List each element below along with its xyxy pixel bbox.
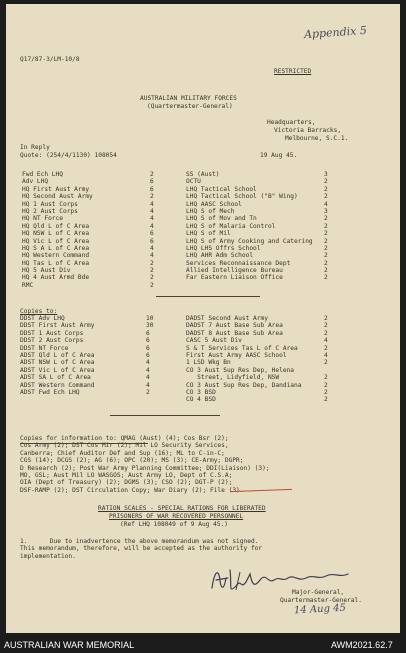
- copies-list-left: [20, 315, 150, 396]
- list-item: Adv LHQ: [22, 178, 49, 186]
- list-item-qty: 6: [146, 337, 150, 345]
- subject-reference: (Ref LHQ 108049 of 9 Aug 45.): [120, 521, 229, 528]
- list-item: LHQ S of Mov and Tn: [186, 215, 257, 223]
- list-item: Street, Lidyfield, NSW: [186, 374, 280, 382]
- list-item-qty: 2: [150, 193, 154, 201]
- list-item: S & T Services Tas L of C Area: [186, 344, 298, 352]
- list-item-qty: 4: [146, 374, 150, 382]
- info-line: OIA (Dept of Treasury) (2); DGMS (3); CSO (2); DGT-P (2);: [20, 479, 233, 487]
- memo-body: [20, 538, 390, 560]
- address-line-3: Melbourne, S.C.1.: [285, 135, 349, 142]
- list-item: Fwd Ech LHQ: [22, 171, 63, 178]
- list-item-qty: 2: [324, 215, 328, 223]
- list-item: DADST 7 Aust Base Sub Area: [186, 322, 283, 330]
- list-item: HQ 4 Aust Armd Bde: [22, 274, 90, 282]
- list-item-qty: 6: [150, 230, 154, 238]
- list-item: LHQ Tactical School ("B" Wing): [186, 193, 298, 201]
- list-item-qty: 6: [150, 178, 154, 186]
- list-item-qty: 2: [324, 244, 328, 252]
- info-line: D Research (2); Post War Army Planning Committee; DDI(Liaison) (3);: [20, 464, 270, 472]
- list-item-qty: 2: [324, 185, 328, 193]
- list-item-qty: 2: [324, 322, 328, 330]
- list-item: LHQ S of Mech: [186, 207, 235, 215]
- body-line: implementation.: [20, 552, 76, 560]
- archive-name: AUSTRALIAN WAR MEMORIAL: [4, 640, 135, 650]
- list-item: LHQ AASC School: [186, 200, 242, 208]
- memo-date: 19 Aug 45.: [260, 152, 298, 159]
- list-item-qty: 4: [146, 359, 150, 367]
- list-item-qty: [324, 367, 336, 374]
- list-item-qty: 2: [324, 374, 328, 382]
- info-line: Canberra; Chief Auditor Def and Sup (16); ML to C-in-C;: [20, 449, 225, 457]
- list-item-qty: 2: [146, 388, 150, 396]
- list-item: HQ First Aust Army: [22, 185, 90, 193]
- list-item-qty: 4: [150, 222, 154, 230]
- list-item: DDST 2 Aust Corps: [20, 337, 84, 345]
- document-page: [6, 4, 400, 633]
- list-item: DADST Second Aust Army: [186, 315, 268, 322]
- list-item-qty: 3: [324, 171, 328, 178]
- file-reference: Q17/87-3/LM-10/8: [20, 56, 80, 63]
- list-item: ADST Western Command: [20, 381, 95, 389]
- body-line: This memorandum, therefore, will be accepted as the authority for: [20, 545, 263, 553]
- list-item-qty: 6: [146, 351, 150, 359]
- list-item: HQ 5 Aust Div: [22, 267, 71, 275]
- copies-list-right: [186, 315, 328, 404]
- handwritten-signature-date: 14 Aug 45: [293, 602, 347, 617]
- info-line: CGS (14); DCGS (2); AG (6); OPC (20); MS (3); CE-Army; DGPR;: [20, 457, 244, 465]
- list-item-qty: 6: [150, 185, 154, 193]
- list-item-qty: 2: [324, 329, 328, 337]
- list-item: ADST Qld L of C Area: [20, 351, 95, 359]
- list-item: HQ Western Command: [22, 252, 90, 260]
- archive-footer: [0, 638, 406, 653]
- list-item: LHQ S of Malaria Control: [186, 222, 276, 230]
- list-item-qty: 2: [324, 178, 328, 186]
- list-item: HQ Tas L of C Area: [22, 259, 90, 267]
- list-item-qty: 2: [150, 267, 154, 275]
- list-item: ADST NSW L of C Area: [20, 359, 95, 367]
- list-item: HQ 1 Aust Corps: [22, 200, 78, 208]
- list-item: Far Eastern Liaison Office: [186, 274, 283, 282]
- address-line-1: Headquarters,: [267, 119, 316, 126]
- list-item-qty: 2: [324, 222, 328, 230]
- signature-role: Quartermaster-General.: [280, 597, 362, 604]
- list-item: ADST Vic L of C Area: [20, 366, 95, 374]
- list-item-qty: 4: [150, 244, 154, 252]
- divider: [110, 415, 220, 416]
- handwritten-appendix-note: Appendix 5: [303, 23, 368, 42]
- list-item: HQ NT Force: [22, 215, 63, 223]
- archive-reference: AWM2021.62.7: [331, 640, 393, 650]
- list-item: HQ Vic L of C Area: [22, 237, 90, 245]
- list-item-qty: 2: [150, 259, 154, 267]
- organisation-subtitle: (Quartermaster-General): [147, 103, 233, 110]
- list-item: HQ 2 Aust Corps: [22, 207, 78, 215]
- list-item: LHQ LHS Offrs School: [186, 244, 261, 252]
- list-item-qty: 2: [150, 274, 154, 282]
- list-item-qty: 4: [324, 337, 328, 345]
- classification-label: RESTRICTED: [274, 68, 312, 75]
- list-item-qty: 3: [324, 207, 328, 215]
- distribution-qty-right: [324, 171, 336, 282]
- list-item-qty: 10: [146, 315, 154, 322]
- list-item: LHQ S of Mil: [186, 230, 231, 238]
- list-item: RMC: [22, 281, 34, 289]
- list-item: HQ Second Aust Army: [22, 193, 93, 201]
- list-item: DADST 8 Aust Base Sub Area: [186, 329, 283, 337]
- list-item: SS (Aust): [186, 171, 220, 178]
- list-item-qty: 2: [324, 252, 328, 260]
- list-item-qty: 2: [324, 344, 328, 352]
- list-item-qty: 2: [324, 396, 328, 404]
- distribution-list-left: [22, 171, 162, 289]
- subject-line-1: RATION SCALES - SPECIAL RATIONS FOR LIBERATED: [98, 505, 266, 512]
- list-item: DDST First Aust Army: [20, 322, 95, 330]
- list-item: HQ S A L of C Area: [22, 244, 90, 252]
- distribution-qty-left: [150, 171, 162, 289]
- copies-qty-right: [324, 315, 336, 404]
- list-item-qty: 4: [150, 215, 154, 223]
- list-item-qty: 2: [324, 381, 328, 389]
- list-item-qty: 4: [150, 200, 154, 208]
- divider: [156, 296, 260, 297]
- list-item-qty: 4: [324, 351, 328, 359]
- list-item: LHQ S of Army Cooking and Catering: [186, 237, 313, 245]
- list-item-qty: 2: [324, 193, 328, 201]
- list-item: CASC 5 Aust Div: [186, 337, 242, 345]
- list-item-qty: 6: [150, 237, 154, 245]
- address-line-2: Victoria Barracks,: [274, 127, 342, 134]
- list-item-qty: 2: [324, 315, 328, 322]
- list-item: HQ NSW L of C Area: [22, 230, 90, 238]
- list-item-qty: 4: [150, 207, 154, 215]
- subject-line-2: PRISONERS OF WAR RECOVERED PERSONNEL: [109, 513, 244, 520]
- info-line: MO, GSL; Aust Mil LO WASGOS; Aust Army LO, Dept of C.S.A;: [20, 471, 233, 479]
- list-item: CO 3 BSD: [186, 388, 216, 396]
- list-item-qty: 6: [146, 344, 150, 352]
- list-item: OCTU: [186, 178, 201, 186]
- list-item-qty: 2: [324, 230, 328, 238]
- distribution-list-right: [186, 171, 326, 282]
- reply-label: In Reply: [20, 144, 50, 151]
- list-item-qty: 4: [146, 381, 150, 389]
- list-item-qty: 2: [324, 237, 328, 245]
- info-line: DSF-RAMP (2); DST Circulation Copy; War Diary (2); File (3).: [20, 486, 244, 494]
- list-item-qty: 2: [324, 267, 328, 275]
- signature-rank: Major-General,: [292, 589, 345, 596]
- list-item-qty: 2: [150, 281, 154, 289]
- list-item: LHQ AHR Adm School: [186, 252, 254, 260]
- list-item: First Aust Army AASC School: [186, 351, 287, 359]
- list-item: HQ Qld L of C Area: [22, 222, 90, 230]
- list-item-qty: 4: [146, 366, 150, 374]
- list-item-qty: 30: [146, 322, 154, 330]
- list-item: ADST SA L of C Area: [20, 374, 91, 382]
- body-line: 1. Due to inadvertence the above memorandum was not signed.: [20, 538, 259, 545]
- list-item-qty: 2: [324, 359, 328, 367]
- list-item-qty: 2: [324, 259, 328, 267]
- list-item-qty: 6: [146, 329, 150, 337]
- list-item: CO 4 BSD: [186, 396, 216, 404]
- list-item: DDST NT Force: [20, 344, 69, 352]
- organisation-title: AUSTRALIAN MILITARY FORCES: [140, 95, 237, 102]
- list-item-qty: 2: [324, 388, 328, 396]
- list-item: Allied Intelligence Bureau: [186, 267, 283, 275]
- list-item-qty: 4: [150, 252, 154, 260]
- quote-reference: Quote: (254/4/1130) 108054: [20, 152, 117, 159]
- copies-qty-left: [146, 315, 160, 396]
- list-item-qty: 2: [324, 274, 328, 282]
- list-item-qty: 4: [324, 200, 328, 208]
- list-item: Services Reconnaissance Dept: [186, 259, 291, 267]
- list-item: CO 3 Aust Sup Res Dep, Dandiana: [186, 381, 302, 389]
- copies-heading: Copies to:: [20, 308, 58, 315]
- info-line: Copies for information to: QMAG (Aust) (4); Cos Bsr (2);: [20, 435, 229, 442]
- list-item-qty: 2: [150, 171, 154, 178]
- underline-copies-for-info: [20, 443, 148, 444]
- list-item: CO 3 Aust Sup Res Dep, Helena: [186, 366, 295, 374]
- list-item: ADST Fwd Ech LHQ: [20, 388, 80, 396]
- list-item: DDST 1 Aust Corps: [20, 329, 84, 337]
- list-item: 1 LSD Wkg Bn: [186, 359, 231, 367]
- list-item: LHQ Tactical School: [186, 185, 257, 193]
- list-item: DDST Adv LHQ: [20, 315, 65, 322]
- info-line: Cos Army (2); DST Cos Mir (2); Mil LO Security Services,: [20, 442, 229, 450]
